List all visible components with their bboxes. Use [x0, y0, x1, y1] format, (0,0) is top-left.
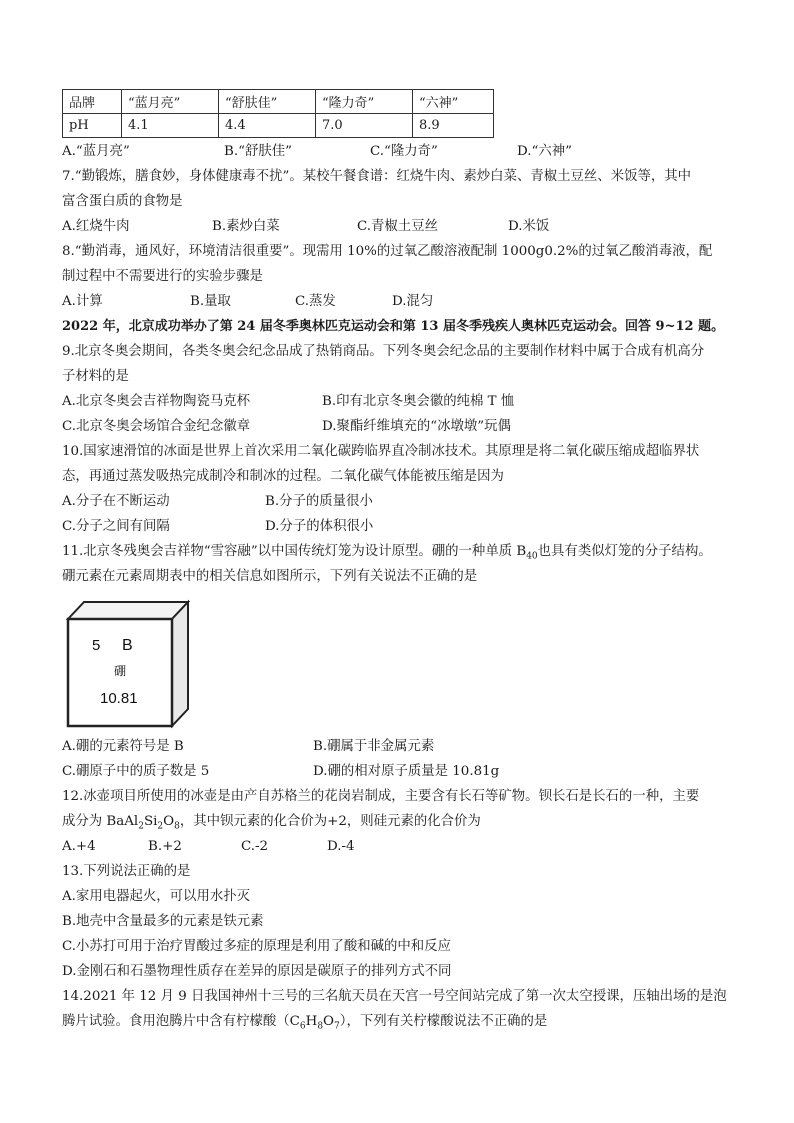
text-run: O: [163, 814, 175, 829]
option-b: B.印有北京冬奥会徽的纯棉 T 恤: [322, 394, 515, 409]
option-b: B.硼属于非金属元素: [313, 739, 435, 754]
question-11-text: [62, 543, 712, 566]
question-7-text: 7.“勤锻炼，膳食妙，身体健康毒不扰”。某校午餐食谱：红烧牛肉、素炒白菜、青椒土豆丝、米饭等，其中: [62, 169, 692, 184]
text-run: 11.北京冬残奥会吉祥物“雪容融”以中国传统灯笼为设计原型。硼的一种单质 B: [62, 544, 527, 559]
question-10-text-cont: 态，再通过蒸发吸热完成制冷和制冰的过程。二氧化碳气体能被压缩是因为: [62, 469, 504, 484]
option-c: C.“隆力奇”: [370, 144, 438, 159]
boron-element-card: [62, 597, 192, 729]
table-row: [63, 114, 494, 138]
text-run: O: [323, 1014, 335, 1029]
option-d: D.混匀: [392, 294, 434, 309]
option-b: B.+2: [148, 839, 182, 854]
option-a: A.北京冬奥会吉祥物陶瓷马克杯: [62, 394, 251, 409]
section-heading: 2022 年，北京成功举办了第 24 届冬季奥林匹克运动会和第 13 届冬季残疾人奥林匹克运动会。回答 9~12 题。: [62, 319, 725, 334]
option-d: D.“六神”: [517, 144, 572, 159]
table-cell: 4.1: [122, 114, 219, 138]
question-13-text: 13.下列说法正确的是: [62, 864, 191, 879]
text-run: Si: [143, 814, 158, 829]
table-cell: 品牌: [63, 90, 122, 114]
question-14-text-cont: [62, 1013, 547, 1036]
table-cell: “舒肤佳”: [219, 90, 316, 114]
ph-table: [62, 89, 494, 138]
cube-side-face: [172, 602, 188, 726]
option-b: B.素炒白菜: [212, 219, 280, 234]
option-d: D.硼的相对原子质量是 10.81g: [313, 764, 500, 779]
table-cell: pH: [63, 114, 122, 138]
table-row: [63, 90, 494, 114]
option-b: B.“舒肤佳”: [224, 144, 292, 159]
question-14-text: 14.2021 年 12 月 9 日我国神州十三号的三名航天员在天宫一号空间站完成了第一次太空授课，压轴出场的是泡: [62, 989, 727, 1004]
question-9-text-cont: 子材料的是: [62, 369, 129, 384]
option-c: C.北京冬奥会场馆合金纪念徽章: [62, 419, 251, 434]
option-a: A.家用电器起火，可以用水扑灭: [62, 889, 251, 904]
subscript: 7: [334, 1021, 340, 1032]
option-b: B.量取: [190, 294, 231, 309]
cube-top-face: [68, 602, 188, 619]
question-8-text: 8.“勤消毒，通风好，环境清洁很重要”。现需用 10%的过氧乙酸溶液配制 1000g0.2%的过氧乙酸消毒液，配: [62, 244, 713, 259]
atomic-number: 5: [92, 637, 101, 654]
subscript: 6: [299, 1021, 306, 1032]
option-d: D.米饭: [508, 219, 550, 234]
table-cell: 4.4: [219, 114, 316, 138]
option-a: A.硼的元素符号是 B: [62, 739, 184, 754]
question-7-text-cont: 富含蛋白质的食物是: [62, 194, 183, 209]
table-cell: “六神”: [413, 90, 494, 114]
subscript: 40: [526, 551, 538, 562]
text-run: 也具有类似灯笼的分子结构。: [537, 544, 712, 559]
option-d: D.分子的体积很小: [265, 519, 374, 534]
subscript: 8: [174, 821, 180, 832]
table-cell: “蓝月亮”: [122, 90, 219, 114]
text-run: ，其中钡元素的化合价为+2，则硅元素的化合价为: [179, 814, 481, 829]
option-c: C.蒸发: [295, 294, 336, 309]
subscript: 8: [317, 1021, 324, 1032]
table-cell: 8.9: [413, 114, 494, 138]
option-c: C.分子之间有间隔: [62, 519, 170, 534]
subscript: 2: [157, 821, 164, 832]
option-d: D.聚酯纤维填充的“冰墩墩”玩偶: [322, 419, 511, 434]
question-12-text-cont: [62, 813, 481, 836]
option-d: D.金刚石和石墨物理性质存在差异的原因是碳原子的排列方式不同: [62, 964, 452, 979]
option-a: A.分子在不断运动: [62, 494, 170, 509]
option-c: C.-2: [241, 839, 269, 854]
option-b: B.分子的质量很小: [265, 494, 373, 509]
option-c: C.小苏打可用于治疗胃酸过多症的原理是利用了酸和碱的中和反应: [62, 939, 451, 954]
option-a: A.+4: [62, 839, 96, 854]
table-cell: “隆力奇”: [316, 90, 413, 114]
text-run: 腾片试验。食用泡腾片中含有柠檬酸（C: [62, 1014, 300, 1029]
question-10-text: 10.国家速滑馆的冰面是世界上首次采用二氧化碳跨临界直冷制冰技术。其原理是将二氧化碳压缩成超临界状: [62, 444, 700, 459]
atomic-mass: 10.81: [100, 690, 138, 707]
question-8-text-cont: 制过程中不需要进行的实验步骤是: [62, 269, 263, 284]
text-run: H: [305, 1014, 318, 1029]
question-9-text: 9.北京冬奥会期间，各类冬奥会纪念品成了热销商品。下列冬奥会纪念品的主要制作材料中属于合成有机高分: [62, 344, 705, 359]
text-run: ），下列有关柠檬酸说法不正确的是: [339, 1014, 548, 1029]
element-symbol: B: [122, 637, 133, 654]
option-a: A.红烧牛肉: [62, 219, 130, 234]
option-c: C.青椒土豆丝: [357, 219, 438, 234]
question-11-text-cont: 硼元素在元素周期表中的相关信息如图所示，下列有关说法不正确的是: [62, 569, 478, 584]
question-12-text: 12.冰壶项目所使用的冰壶是由产自苏格兰的花岗岩制成，主要含有长石等矿物。钡长石是长石的一种，主要: [62, 789, 700, 804]
option-a: A.计算: [62, 294, 103, 309]
option-b: B.地壳中含量最多的元素是铁元素: [62, 914, 264, 929]
subscript: 2: [138, 821, 144, 832]
text-run: 成分为 BaAl: [62, 814, 139, 829]
option-d: D.-4: [327, 839, 355, 854]
option-a: A.“蓝月亮”: [62, 144, 130, 159]
option-c: C.硼原子中的质子数是 5: [62, 764, 210, 779]
element-name: 硼: [114, 664, 127, 678]
table-cell: 7.0: [316, 114, 413, 138]
